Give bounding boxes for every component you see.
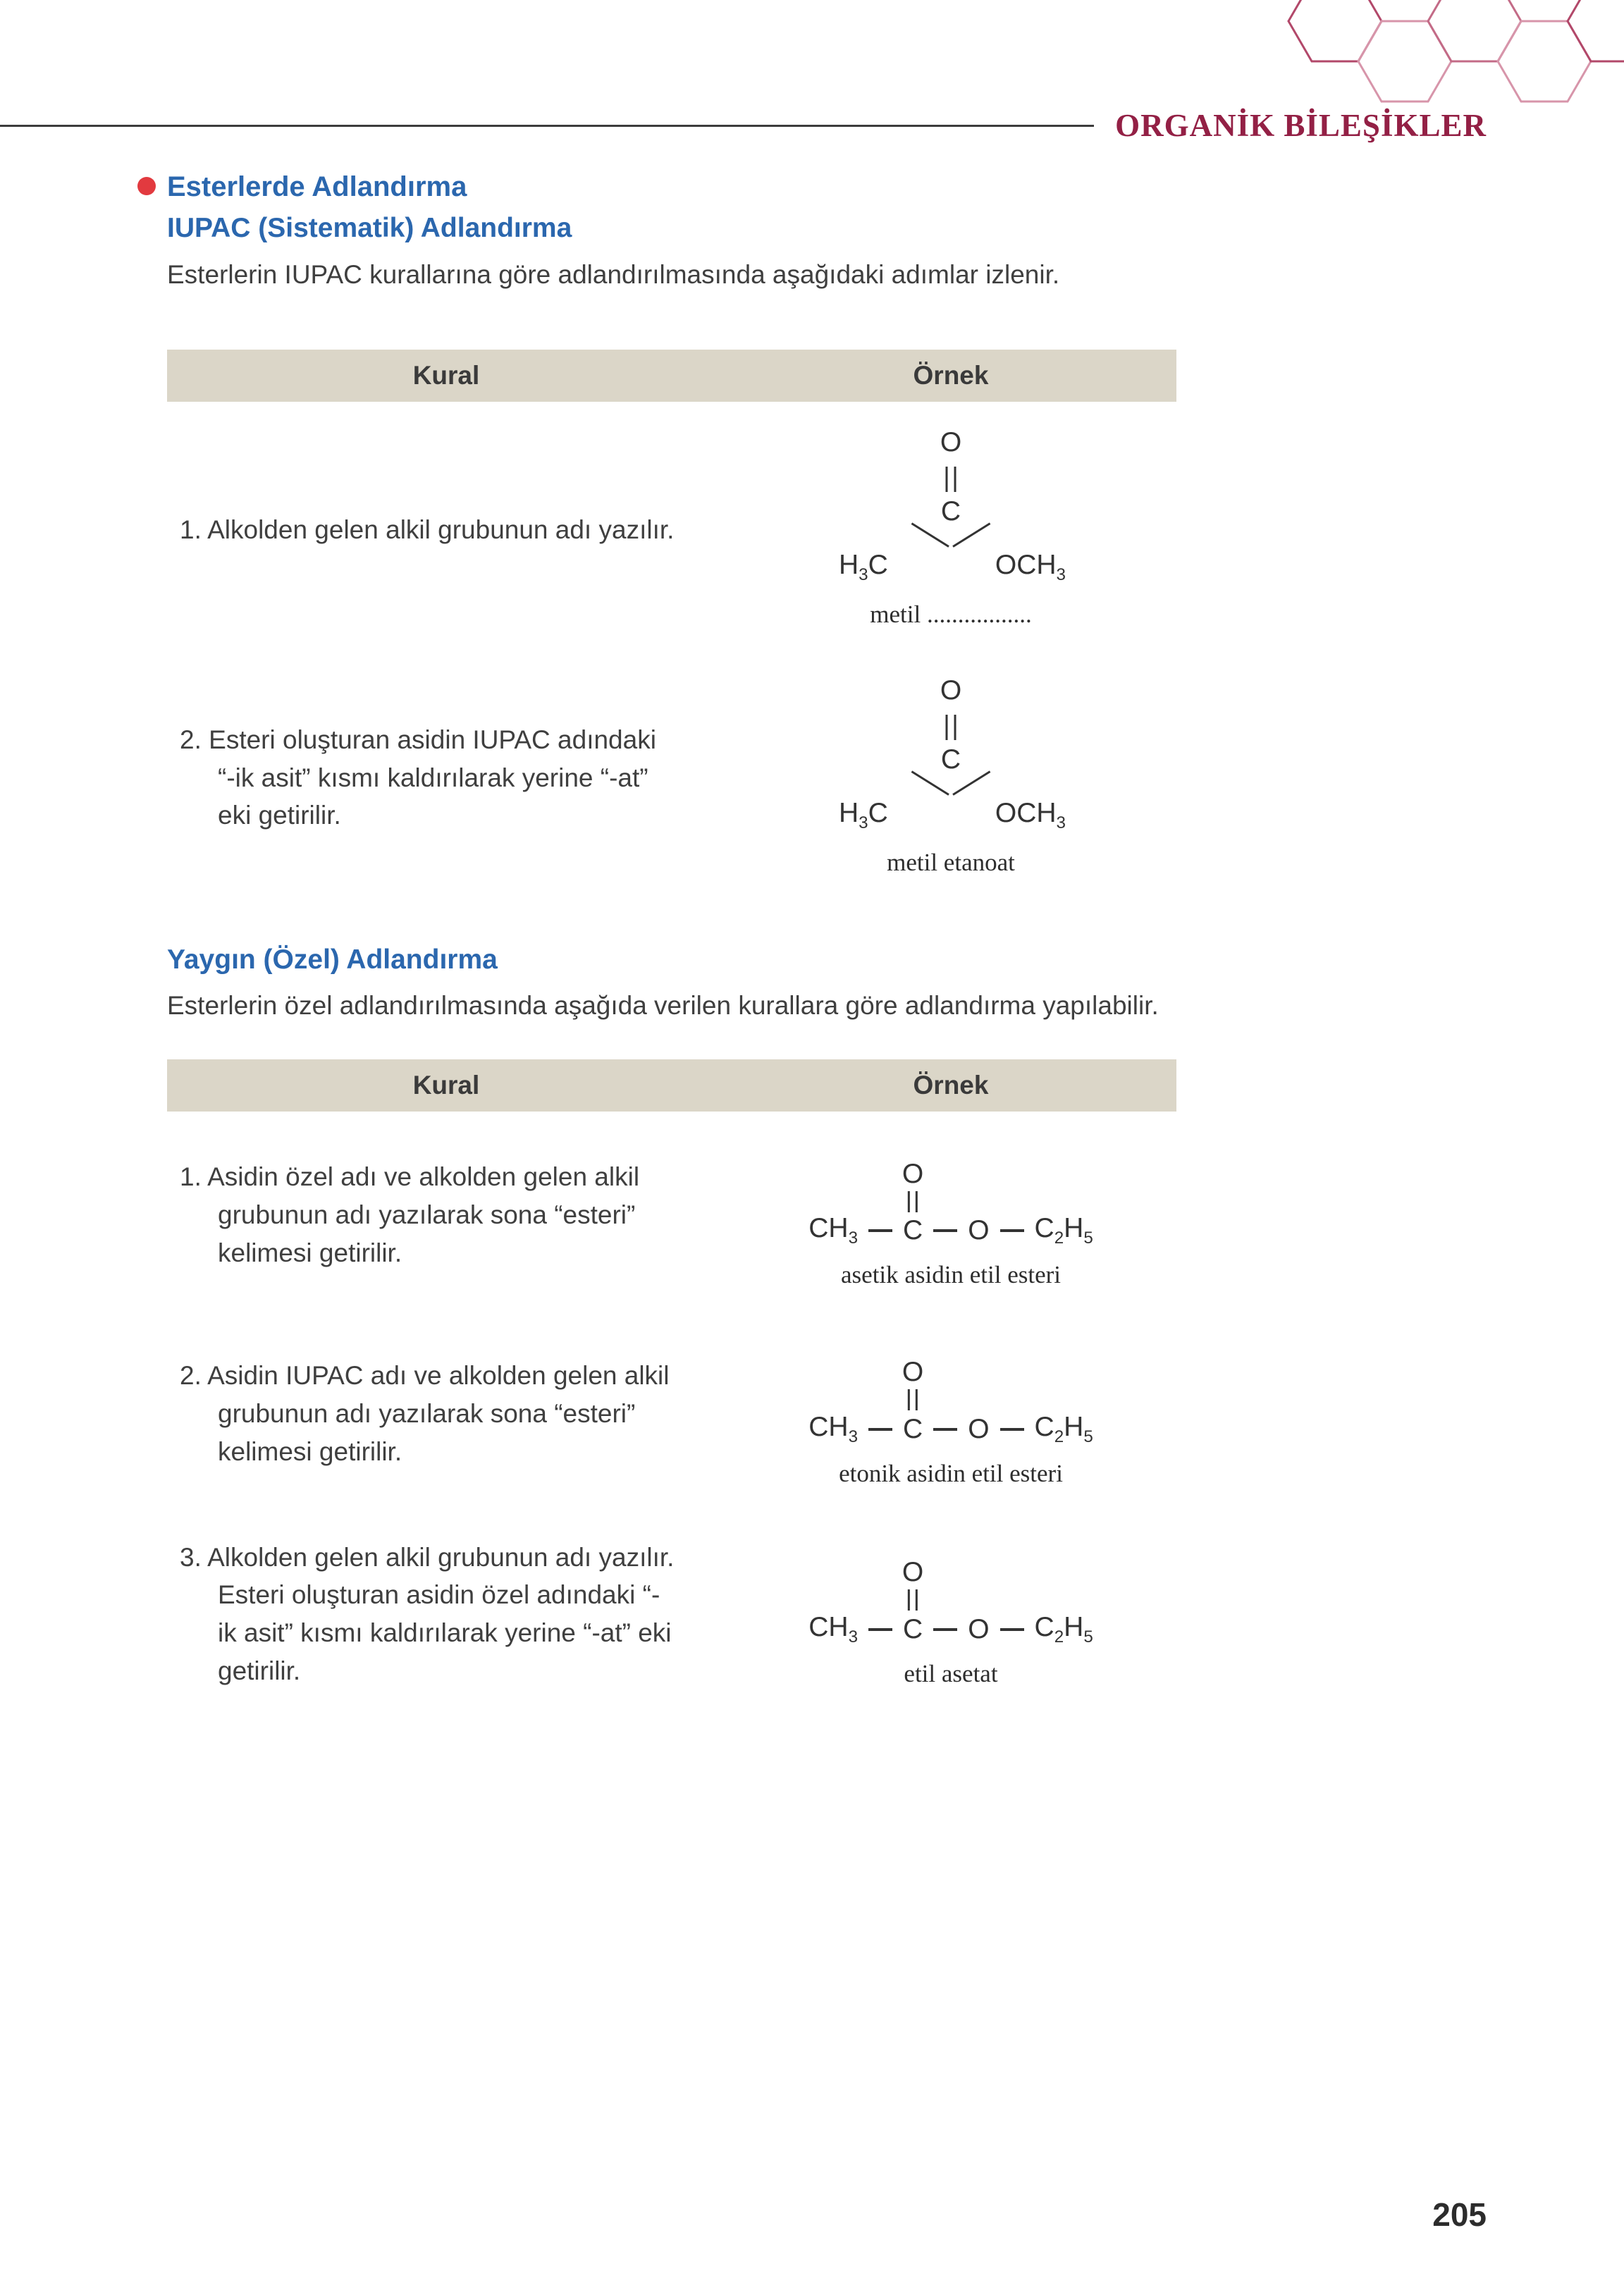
ester-structure-angled [835,675,1067,836]
table-header-row [167,350,1176,402]
single-bond [868,1428,892,1431]
page-content [167,169,1284,1711]
single-bond [1000,1628,1024,1631]
column-header-example: Örnek [913,1071,989,1100]
structure-label: etonik asidin etil esteri [839,1459,1063,1487]
ethyl-group: $C_2H_5$ [1034,1213,1093,1248]
ester-structure-linear [808,1141,1093,1248]
carbonyl-carbon [902,1557,924,1645]
carbonyl-group [902,1557,923,1611]
oxygen-atom: O [968,1413,990,1444]
methyl-group: $H_3C$ [839,549,888,584]
iupac-subheading: IUPAC (Sistematik) Adlandırma [167,213,572,243]
rule-text: 1. Asidin özel adı ve alkolden gelen alkil grubunun adı yazılarak sona “esteri” kelimesi getirilir. [180,1162,640,1267]
double-bond [946,715,956,740]
carbon-atom: C [903,1214,923,1245]
oxygen-atom: O [902,1357,924,1388]
double-bond [908,1389,918,1410]
single-bond [933,1628,957,1631]
carbonyl-group [902,1357,923,1410]
table-header-row [167,1059,1176,1112]
carbon-atom: C [940,495,961,527]
chapter-header [0,107,1624,144]
common-naming-subheading: Yaygın (Özel) Adlandırma [167,944,498,975]
single-bond [868,1628,892,1631]
rule-text: 2. Esteri oluşturan asidin IUPAC adındaki “-ik asit” kısmı kaldırılarak yerine “-at” eki getirilir. [180,725,656,830]
methyl-group: $CH_3$ [808,1611,859,1646]
ester-structure-linear [808,1340,1093,1447]
example-cell [725,1340,1176,1488]
single-bond [868,1229,892,1232]
oxygen-atom: O [940,675,962,706]
oxygen-atom: O [968,1613,990,1644]
table-row [167,402,1176,650]
section-title-row [167,169,1284,204]
rule-text: 3. Alkolden gelen alkil grubunun adı yazılır. Esteri oluşturan asidin özel adındaki “-ik asit” kısmı kaldırılarak yerine “-at” eki getirilir. [180,1542,675,1685]
single-bond [1000,1428,1024,1431]
double-bond [908,1191,918,1212]
structure-label: etil asetat [904,1659,998,1687]
example-cell [725,1540,1176,1688]
chapter-title: ORGANİK BİLEŞİKLER [1115,108,1487,143]
methoxy-group: $OCH_3$ [995,549,1066,584]
carbon-atom: C [940,744,961,775]
example-cell [725,426,1176,629]
column-header-example: Örnek [913,360,989,390]
common-intro-paragraph: Esterlerin özel adlandırılmasında aşağıda verilen kurallara göre adlandırma yapılabilir. [167,991,1159,1021]
methyl-group: $CH_3$ [808,1411,859,1446]
ester-structure-linear [808,1540,1093,1647]
example-cell [725,1141,1176,1289]
bullet-icon [137,177,156,195]
carbonyl-group [902,1159,923,1212]
ester-structure-angled [835,426,1067,588]
double-bond [908,1589,918,1611]
oxygen-atom: O [902,1557,924,1588]
iupac-naming-table [167,350,1176,898]
carbonyl-carbon [902,1357,924,1445]
header-rule-line [0,125,1094,127]
column-header-rule: Kural [412,360,480,390]
ethyl-group: $C_2H_5$ [1034,1411,1093,1446]
rule-text: 2. Asidin IUPAC adı ve alkolden gelen alkil grubunun adı yazılarak sona “esteri” kelimesi getirilir. [180,1361,670,1466]
single-bond [933,1229,957,1232]
carbon-atom: C [903,1613,923,1644]
oxygen-atom: O [902,1158,924,1189]
column-header-rule: Kural [412,1071,480,1100]
structure-label: metil ................. [870,600,1032,628]
carbon-atom: C [903,1413,923,1444]
methyl-group: $H_3C$ [839,797,888,832]
common-naming-table [167,1059,1176,1711]
single-bond [1000,1229,1024,1232]
table-row [167,650,1176,898]
ethyl-group: $C_2H_5$ [1034,1611,1093,1646]
page-number: 205 [1432,2196,1487,2233]
double-bond [946,467,956,492]
table-row [167,1310,1176,1509]
iupac-intro-paragraph: Esterlerin IUPAC kurallarına göre adlandırılmasında aşağıdaki adımlar izlenir. [167,259,1060,289]
rule-text: 1. Alkolden gelen alkil grubunun adı yazılır. [180,515,675,544]
oxygen-atom: O [968,1214,990,1245]
oxygen-atom: O [940,426,962,457]
structure-label: asetik asidin etil esteri [841,1260,1061,1288]
example-cell [725,675,1176,877]
table-row [167,1112,1176,1310]
single-bond [933,1428,957,1431]
structure-label: metil etanoat [887,848,1015,876]
methoxy-group: $OCH_3$ [995,797,1066,832]
methyl-group: $CH_3$ [808,1213,859,1248]
section-title: Esterlerde Adlandırma [167,171,467,202]
table-row [167,1509,1176,1711]
carbonyl-carbon [902,1158,924,1246]
